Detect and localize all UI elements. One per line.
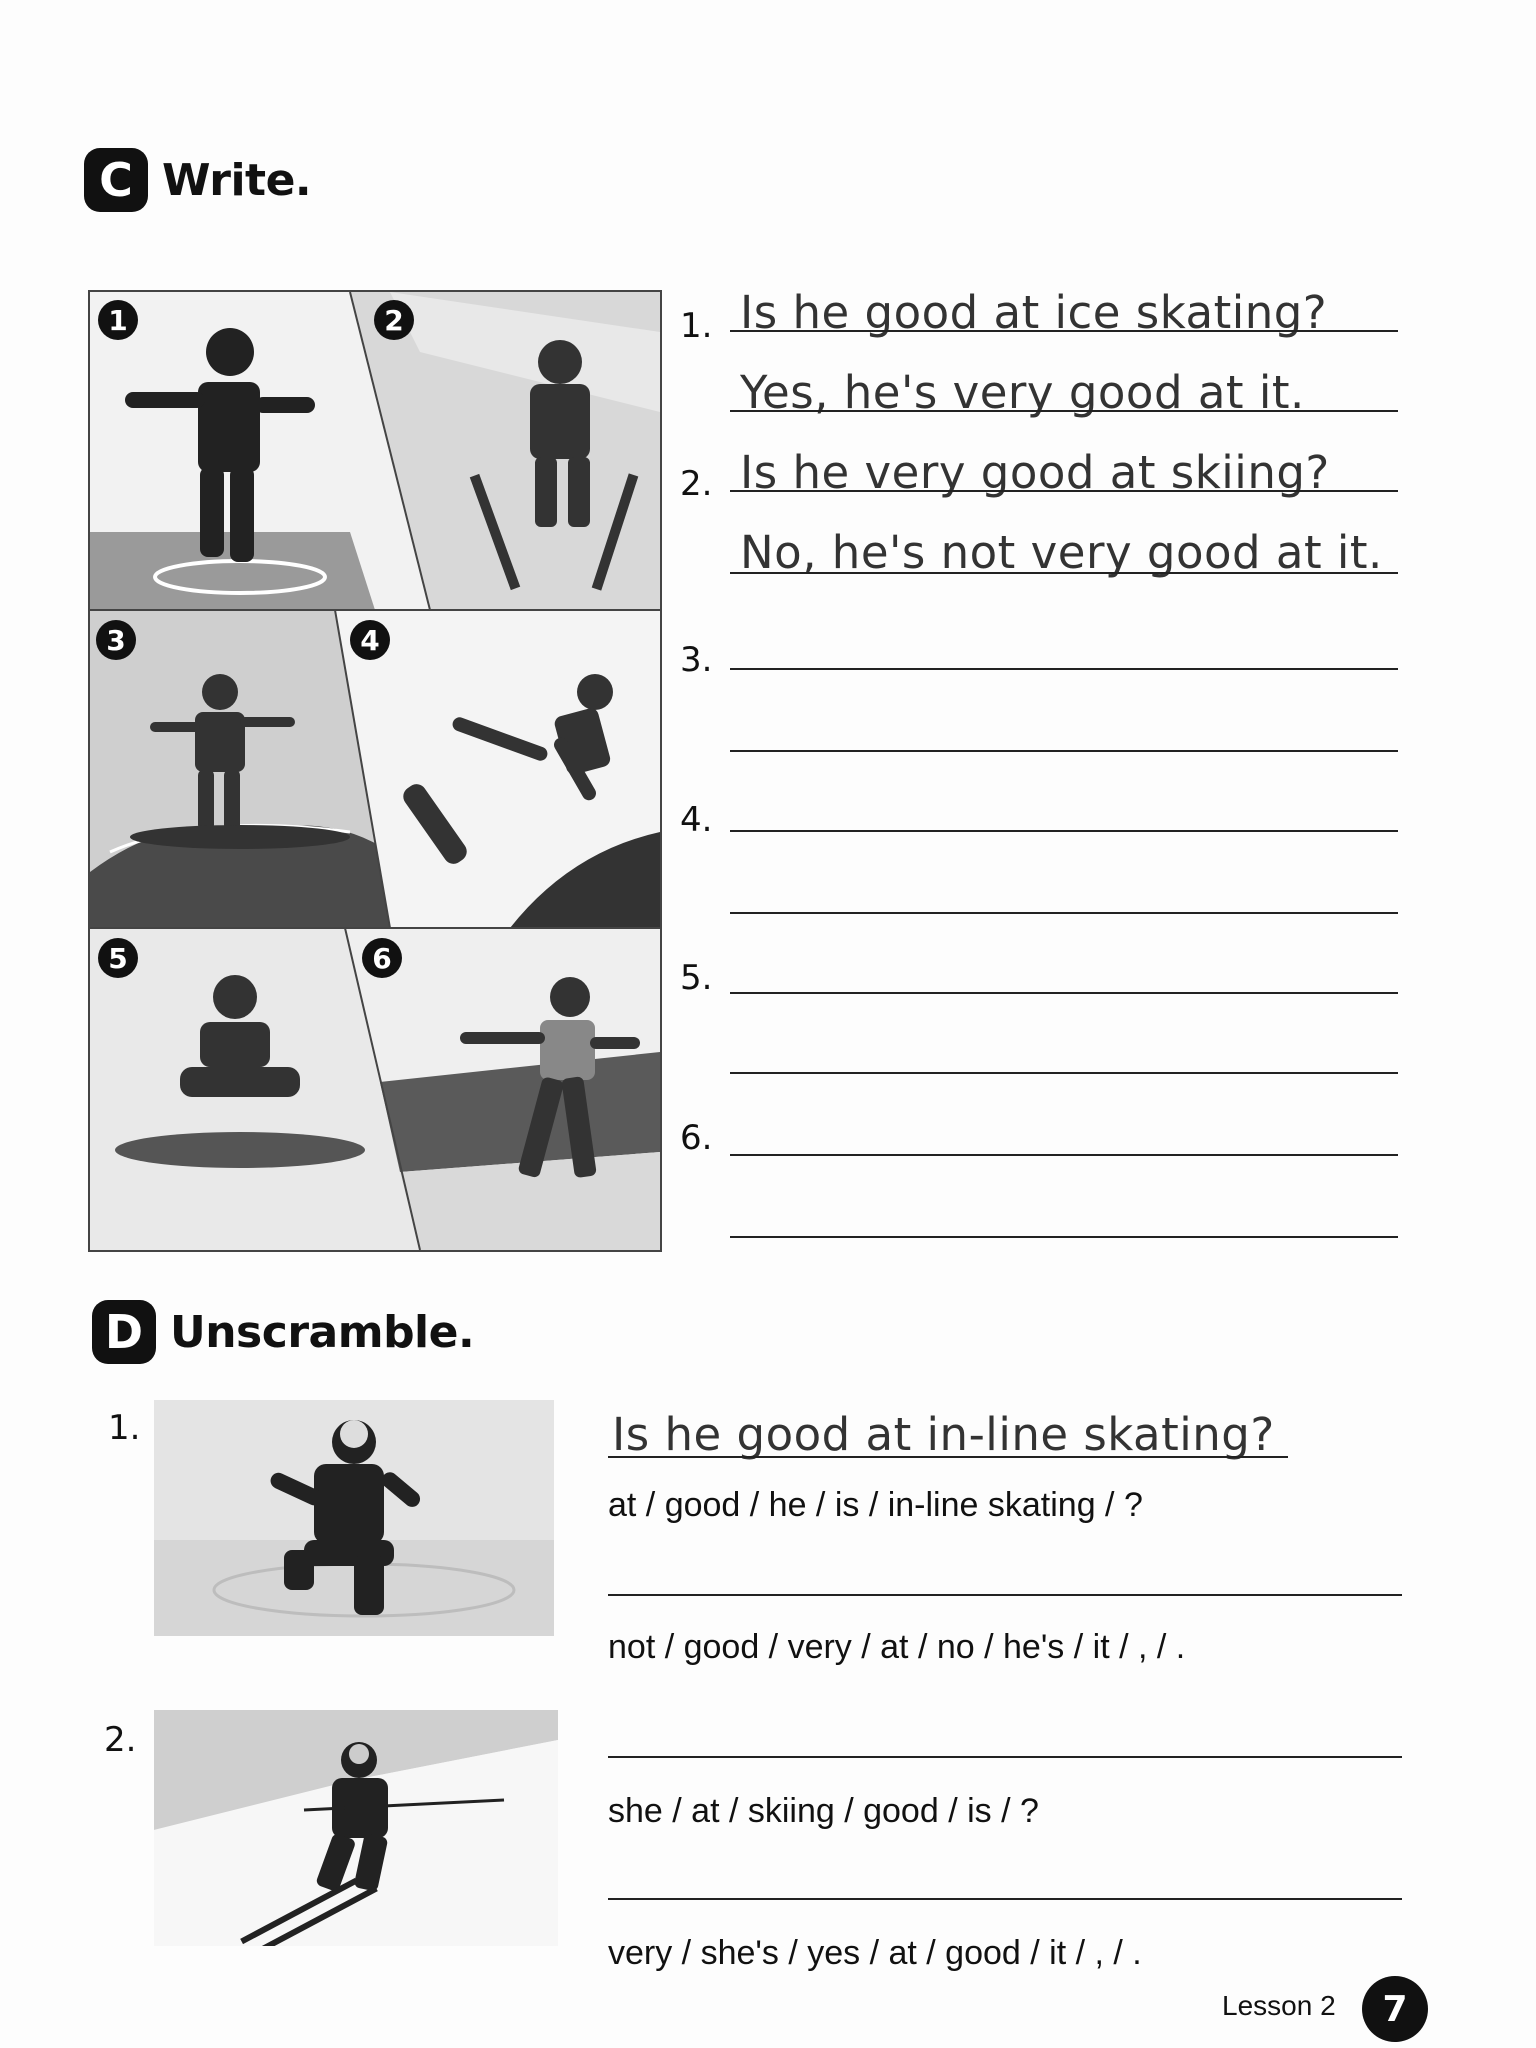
section-d-title: Unscramble. [170,1306,475,1358]
item-number-1: 1. [680,306,713,346]
write-line-5b[interactable] [730,1072,1398,1074]
panel-number-2: 2 [374,300,414,340]
lesson-label: Lesson 2 [1222,1990,1336,2021]
unscramble-2-words-b: very / she's / yes / at / good / it / , / . [608,1934,1142,1972]
answer-1-response: Yes, he's very good at it. [740,366,1305,419]
section-c-header [84,148,311,212]
unscramble-2-words-a: she / at / skiing / good / is / ? [608,1792,1039,1830]
write-line-6a[interactable] [730,1154,1398,1156]
item-number-5: 5. [680,958,713,998]
panel-number-5: 5 [98,938,138,978]
section-d-header [92,1300,474,1364]
inline-skater-photo [154,1400,554,1636]
write-line-3b[interactable] [730,750,1398,752]
unscramble-line-2a[interactable] [608,1756,1402,1758]
unscramble-1-words-a: at / good / he / is / in-line skating / ? [608,1486,1143,1524]
write-line-1b[interactable] [730,410,1398,412]
answer-2-question: Is he very good at skiing? [740,446,1330,499]
answer-1-question: Is he good at ice skating? [740,286,1328,339]
picture-grid [88,290,662,1252]
answer-2-response: No, he's not very good at it. [740,526,1383,579]
unscramble-number-1: 1. [108,1408,141,1448]
write-line-3a[interactable] [730,668,1398,670]
unscramble-1-example-answer: Is he good at in-line skating? [612,1408,1275,1461]
write-line-1a[interactable] [730,330,1398,332]
unscramble-line-2b[interactable] [608,1898,1402,1900]
item-number-2: 2. [680,464,713,504]
unscramble-line-1-example [608,1456,1288,1458]
write-line-2b[interactable] [730,572,1398,574]
write-line-5a[interactable] [730,992,1398,994]
section-c-title: Write. [162,154,312,206]
write-line-4b[interactable] [730,912,1398,914]
unscramble-number-2: 2. [104,1720,137,1760]
write-line-6b[interactable] [730,1236,1398,1238]
unscramble-line-1b[interactable] [608,1594,1402,1596]
picture-grid-illustration [90,292,660,1250]
panel-number-6: 6 [362,938,402,978]
panel-number-4: 4 [350,620,390,660]
skier-photo [154,1710,558,1946]
panel-number-3: 3 [96,620,136,660]
section-d-badge: D [92,1300,156,1364]
item-number-6: 6. [680,1118,713,1158]
section-c-badge: C [84,148,148,212]
page-number: 7 [1362,1976,1428,2042]
panel-number-1: 1 [98,300,138,340]
unscramble-1-words-b: not / good / very / at / no / he's / it / , / . [608,1628,1186,1666]
item-number-4: 4. [680,800,713,840]
item-number-3: 3. [680,640,713,680]
write-line-2a[interactable] [730,490,1398,492]
write-line-4a[interactable] [730,830,1398,832]
